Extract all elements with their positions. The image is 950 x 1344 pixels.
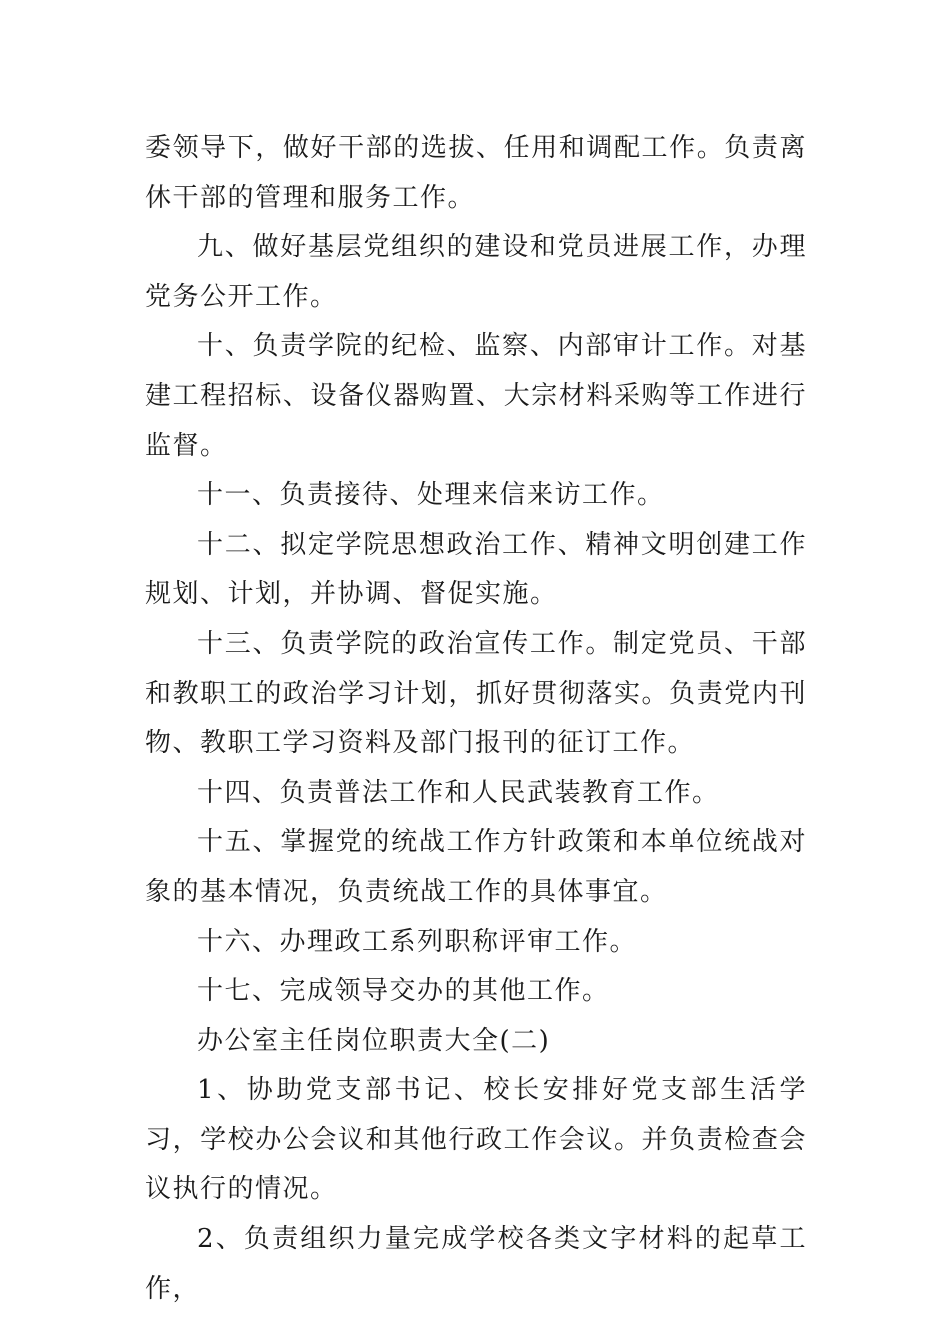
paragraph-item-9: 九、做好基层党组织的建设和党员进展工作，办理党务公开工作。 (145, 232, 807, 312)
section-heading: 办公室主任岗位职责大全(二) (197, 1025, 551, 1056)
paragraph-item-14: 十四、负责普法工作和人民武装教育工作。 (197, 777, 720, 808)
paragraph-item-15: 十五、掌握党的统战工作方针政策和本单位统战对象的基本情况，负责统战工作的具体事宜。 (145, 827, 807, 907)
section-paragraph-2: 2、负责组织力量完成学校各类文字材料的起草工作， (145, 1224, 807, 1304)
paragraph-item-13: 十三、负责学院的政治宣传工作。制定党员、干部和教职工的政治学习计划，抓好贯彻落实。负责党内刊物、教职工学习资料及部门报刊的征订工作。 (145, 628, 807, 759)
paragraph-item-11: 十一、负责接待、处理来信来访工作。 (197, 480, 665, 511)
section-paragraph-1: 1、协助党支部书记、校长安排好党支部生活学习，学校办公会议和其他行政工作会议。并负责检查会议执行的情况。 (145, 1075, 807, 1205)
paragraph-item-16: 十六、办理政工系列职称评审工作。 (197, 926, 638, 957)
paragraph-item-17: 十七、完成领导交办的其他工作。 (197, 976, 610, 1007)
document-body (145, 124, 807, 1314)
paragraph-item-12: 十二、拟定学院思想政治工作、精神文明创建工作规划、计划，并协调、督促实施。 (145, 529, 807, 610)
paragraph-continuation: 委领导下，做好干部的选拔、任用和调配工作。负责离休干部的管理和服务工作。 (145, 133, 807, 213)
paragraph-item-10: 十、负责学院的纪检、监察、内部审计工作。对基建工程招标、设备仪器购置、大宗材料采购等工作进行监督。 (145, 331, 807, 461)
